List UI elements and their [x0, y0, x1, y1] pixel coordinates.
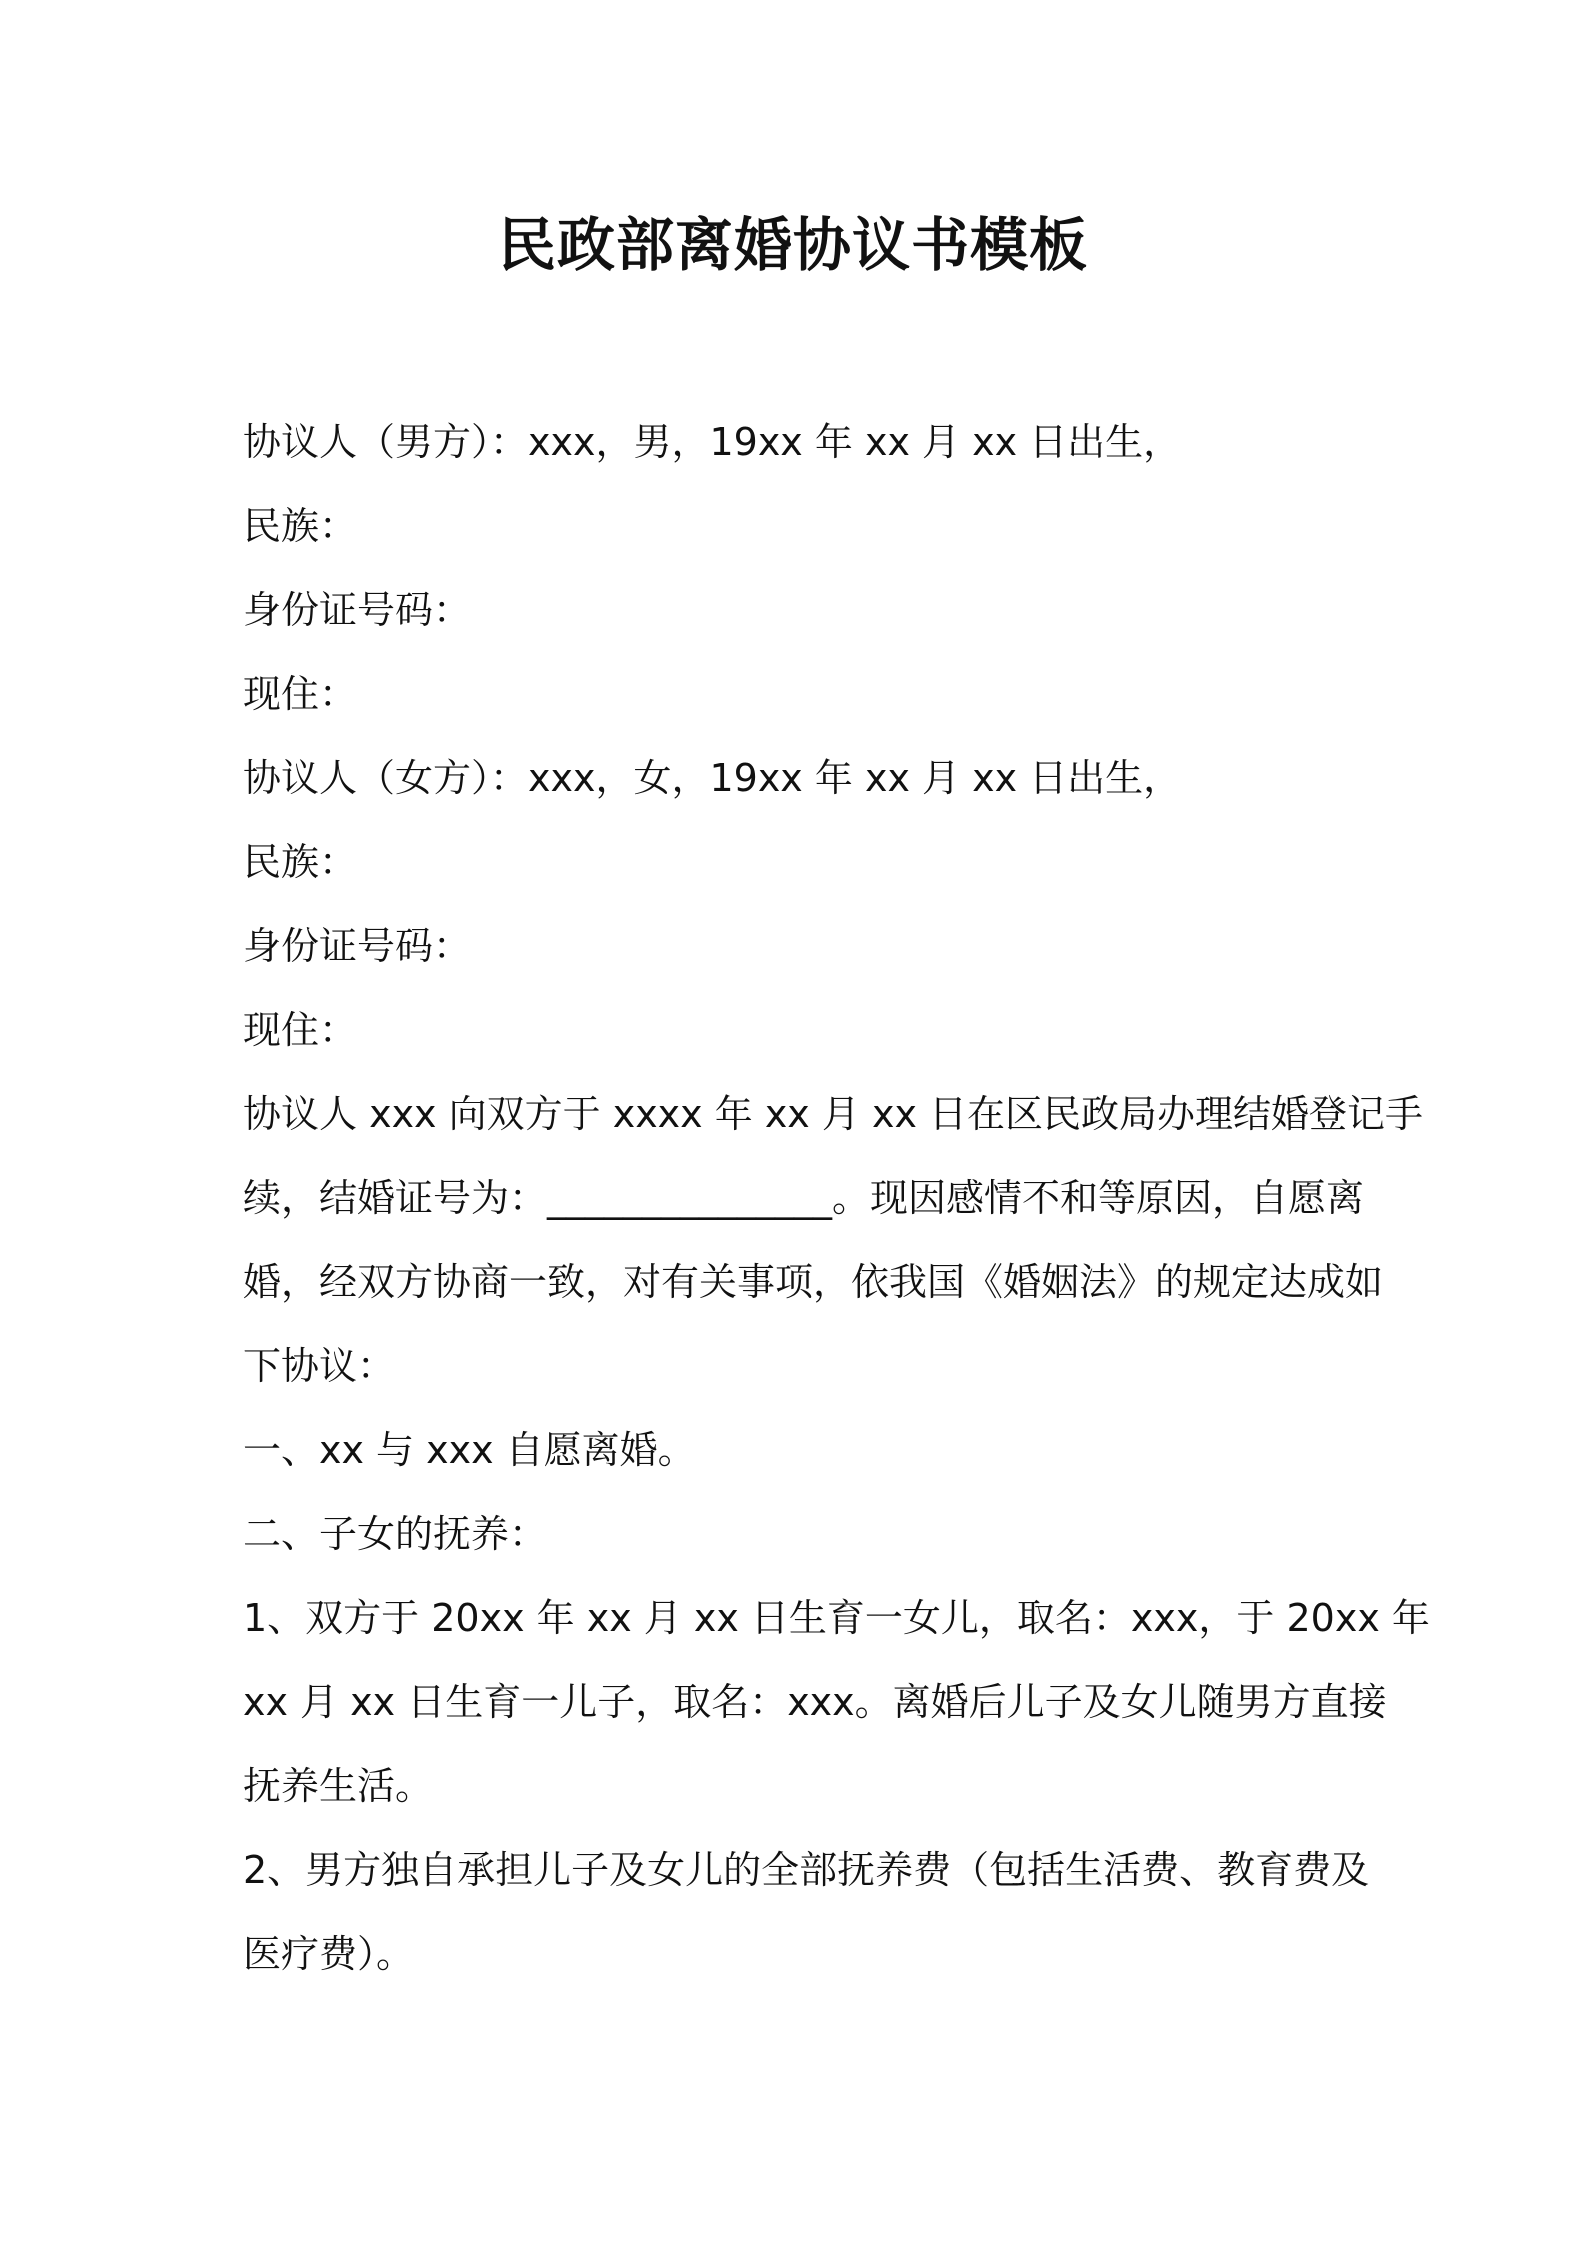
text-line: xx 月 xx 日生育一儿子，取名：xxx。离婚后儿子及女儿随男方直接 [243, 1680, 1387, 1724]
text-line: 医疗费）。 [243, 1932, 415, 1976]
text-line: 续，结婚证号为：_______________。现因感情不和等原因，自愿离 [243, 1176, 1365, 1220]
text-line: 身份证号码： [243, 588, 472, 632]
text-line: 下协议： [243, 1344, 396, 1388]
document-body [243, 400, 1430, 1996]
text-line: 民族： [243, 840, 358, 884]
text-line: 2、男方独自承担儿子及女儿的全部抚养费（包括生活费、教育费及 [243, 1848, 1370, 1892]
text-line: 协议人（男方）：xxx，男，19xx 年 xx 月 xx 日出生， [243, 420, 1182, 464]
text-line: 身份证号码： [243, 924, 472, 968]
text-line: 一、xx 与 xxx 自愿离婚。 [243, 1428, 696, 1472]
text-line: 协议人（女方）：xxx，女，19xx 年 xx 月 xx 日出生， [243, 756, 1182, 800]
text-line: 现住： [243, 1008, 358, 1052]
text-line: 婚，经双方协商一致，对有关事项，依我国《婚姻法》的规定达成如 [243, 1260, 1384, 1304]
document-title: 民政部离婚协议书模板 [497, 211, 1088, 279]
text-line: 现住： [243, 672, 358, 716]
text-line: 民族： [243, 504, 358, 548]
text-line: 1、双方于 20xx 年 xx 月 xx 日生育一女儿，取名：xxx，于 20xx 年 [243, 1596, 1430, 1640]
text-line: 抚养生活。 [243, 1764, 434, 1808]
text-line: 二、子女的抚养： [243, 1512, 548, 1556]
text-line: 协议人 xxx 向双方于 xxxx 年 xx 月 xx 日在区民政局办理结婚登记手 [243, 1092, 1424, 1136]
